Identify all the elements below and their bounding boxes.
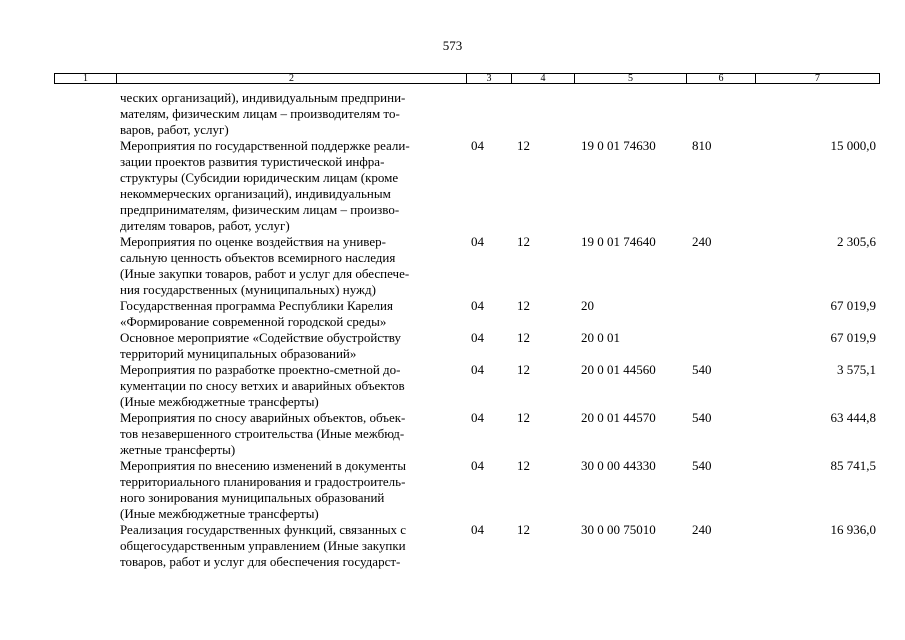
expense-type-code: 540 xyxy=(692,362,712,377)
expense-type-code: 240 xyxy=(692,522,712,537)
description-line: некоммерческих организаций), индивидуальным xyxy=(120,186,391,201)
column-header-7: 7 xyxy=(815,73,820,84)
description-line: варов, работ, услуг) xyxy=(120,122,229,137)
subsection-code: 12 xyxy=(517,410,530,425)
target-article-code: 20 0 01 44570 xyxy=(581,410,656,425)
table-row xyxy=(0,522,905,570)
subsection-code: 12 xyxy=(517,298,530,313)
description-line: ния государственных (муниципальных) нужд) xyxy=(120,282,376,297)
subsection-code: 12 xyxy=(517,330,530,345)
description-line: Мероприятия по государственной поддержке реали- xyxy=(120,138,410,153)
subsection-code: 12 xyxy=(517,234,530,249)
amount: 3 575,1 xyxy=(837,362,876,377)
page-number: 573 xyxy=(442,38,463,53)
description-line: структуры (Субсидии юридическим лицам (кроме xyxy=(120,170,399,185)
description-line: территориального планирования и градостроитель- xyxy=(120,474,406,489)
description-line: Мероприятия по сносу аварийных объектов, объек- xyxy=(120,410,406,425)
table-row xyxy=(0,410,905,458)
row-description xyxy=(120,410,460,458)
description-line: жетные трансферты) xyxy=(120,442,236,457)
amount: 15 000,0 xyxy=(830,138,876,153)
column-header-4: 4 xyxy=(512,74,575,83)
description-line: Реализация государственных функций, связанных с xyxy=(120,522,407,537)
description-line: Мероприятия по оценке воздействия на универ- xyxy=(120,234,386,249)
row-description xyxy=(120,362,460,410)
amount: 63 444,8 xyxy=(830,410,876,425)
subsection-code: 12 xyxy=(517,522,530,537)
table-row xyxy=(0,234,905,298)
description-line: общегосударственным управлением (Иные закупки xyxy=(120,538,406,553)
subsection-code: 12 xyxy=(517,362,530,377)
description-line: Мероприятия по внесению изменений в документы xyxy=(120,458,406,473)
table-row xyxy=(0,330,905,362)
table-body xyxy=(0,90,905,570)
description-line: (Иные закупки товаров, работ и услуг для обеспече- xyxy=(120,266,410,281)
description-line: мателям, физическим лицам – производителям то- xyxy=(120,106,400,121)
table-row xyxy=(0,298,905,330)
description-line: ческих организаций), индивидуальным предприни- xyxy=(120,90,406,105)
table-row xyxy=(0,138,905,234)
description-line: Мероприятия по разработке проектно-сметной до- xyxy=(120,362,401,377)
section-code: 04 xyxy=(471,138,484,153)
expense-type-code: 540 xyxy=(692,458,712,473)
description-line: (Иные межбюджетные трансферты) xyxy=(120,394,319,409)
expense-type-code: 540 xyxy=(692,410,712,425)
subsection-code: 12 xyxy=(517,458,530,473)
description-line: территорий муниципальных образований» xyxy=(120,346,357,361)
description-line: кументации по сносу ветхих и аварийных объектов xyxy=(120,378,405,393)
amount: 67 019,9 xyxy=(830,330,876,345)
table-row xyxy=(0,90,905,138)
section-code: 04 xyxy=(471,298,484,313)
amount: 85 741,5 xyxy=(830,458,876,473)
row-description xyxy=(120,90,460,138)
target-article-code: 20 0 01 xyxy=(581,330,620,345)
column-header-6: 6 xyxy=(687,74,756,83)
target-article-code: 20 0 01 44560 xyxy=(581,362,656,377)
description-line: зации проектов развития туристической инфра- xyxy=(120,154,385,169)
table-row xyxy=(0,458,905,522)
column-header-row xyxy=(54,73,880,84)
table-row xyxy=(0,362,905,410)
column-header-1: 1 xyxy=(55,74,117,83)
target-article-code: 19 0 01 74630 xyxy=(581,138,656,153)
row-description xyxy=(120,298,460,330)
expense-type-code: 810 xyxy=(692,138,712,153)
target-article-code: 30 0 00 44330 xyxy=(581,458,656,473)
amount: 16 936,0 xyxy=(830,522,876,537)
section-code: 04 xyxy=(471,522,484,537)
amount: 2 305,6 xyxy=(837,234,876,249)
row-description xyxy=(120,234,460,298)
row-description xyxy=(120,330,460,362)
description-line: предпринимателям, физическим лицам – произво- xyxy=(120,202,400,217)
description-line: Основное мероприятие «Содействие обустройству xyxy=(120,330,401,345)
description-line: Государственная программа Республики Карелия xyxy=(120,298,393,313)
row-description xyxy=(120,458,460,522)
target-article-code: 19 0 01 74640 xyxy=(581,234,656,249)
description-line: ного зонирования муниципальных образований xyxy=(120,490,385,505)
row-description xyxy=(120,138,460,234)
description-line: (Иные межбюджетные трансферты) xyxy=(120,506,319,521)
section-code: 04 xyxy=(471,410,484,425)
column-header-2: 2 xyxy=(117,74,467,83)
section-code: 04 xyxy=(471,330,484,345)
column-header-3: 3 xyxy=(467,74,512,83)
section-code: 04 xyxy=(471,234,484,249)
description-line: товаров, работ и услуг для обеспечения государст- xyxy=(120,554,401,569)
subsection-code: 12 xyxy=(517,138,530,153)
expense-type-code: 240 xyxy=(692,234,712,249)
description-line: «Формирование современной городской среды» xyxy=(120,314,387,329)
amount: 67 019,9 xyxy=(830,298,876,313)
row-description xyxy=(120,522,460,570)
description-line: сальную ценность объектов всемирного наследия xyxy=(120,250,396,265)
description-line: дителям товаров, работ, услуг) xyxy=(120,218,290,233)
target-article-code: 30 0 00 75010 xyxy=(581,522,656,537)
column-header-5: 5 xyxy=(575,74,687,83)
section-code: 04 xyxy=(471,458,484,473)
section-code: 04 xyxy=(471,362,484,377)
description-line: тов незавершенного строительства (Иные межбюд- xyxy=(120,426,405,441)
target-article-code: 20 xyxy=(581,298,594,313)
